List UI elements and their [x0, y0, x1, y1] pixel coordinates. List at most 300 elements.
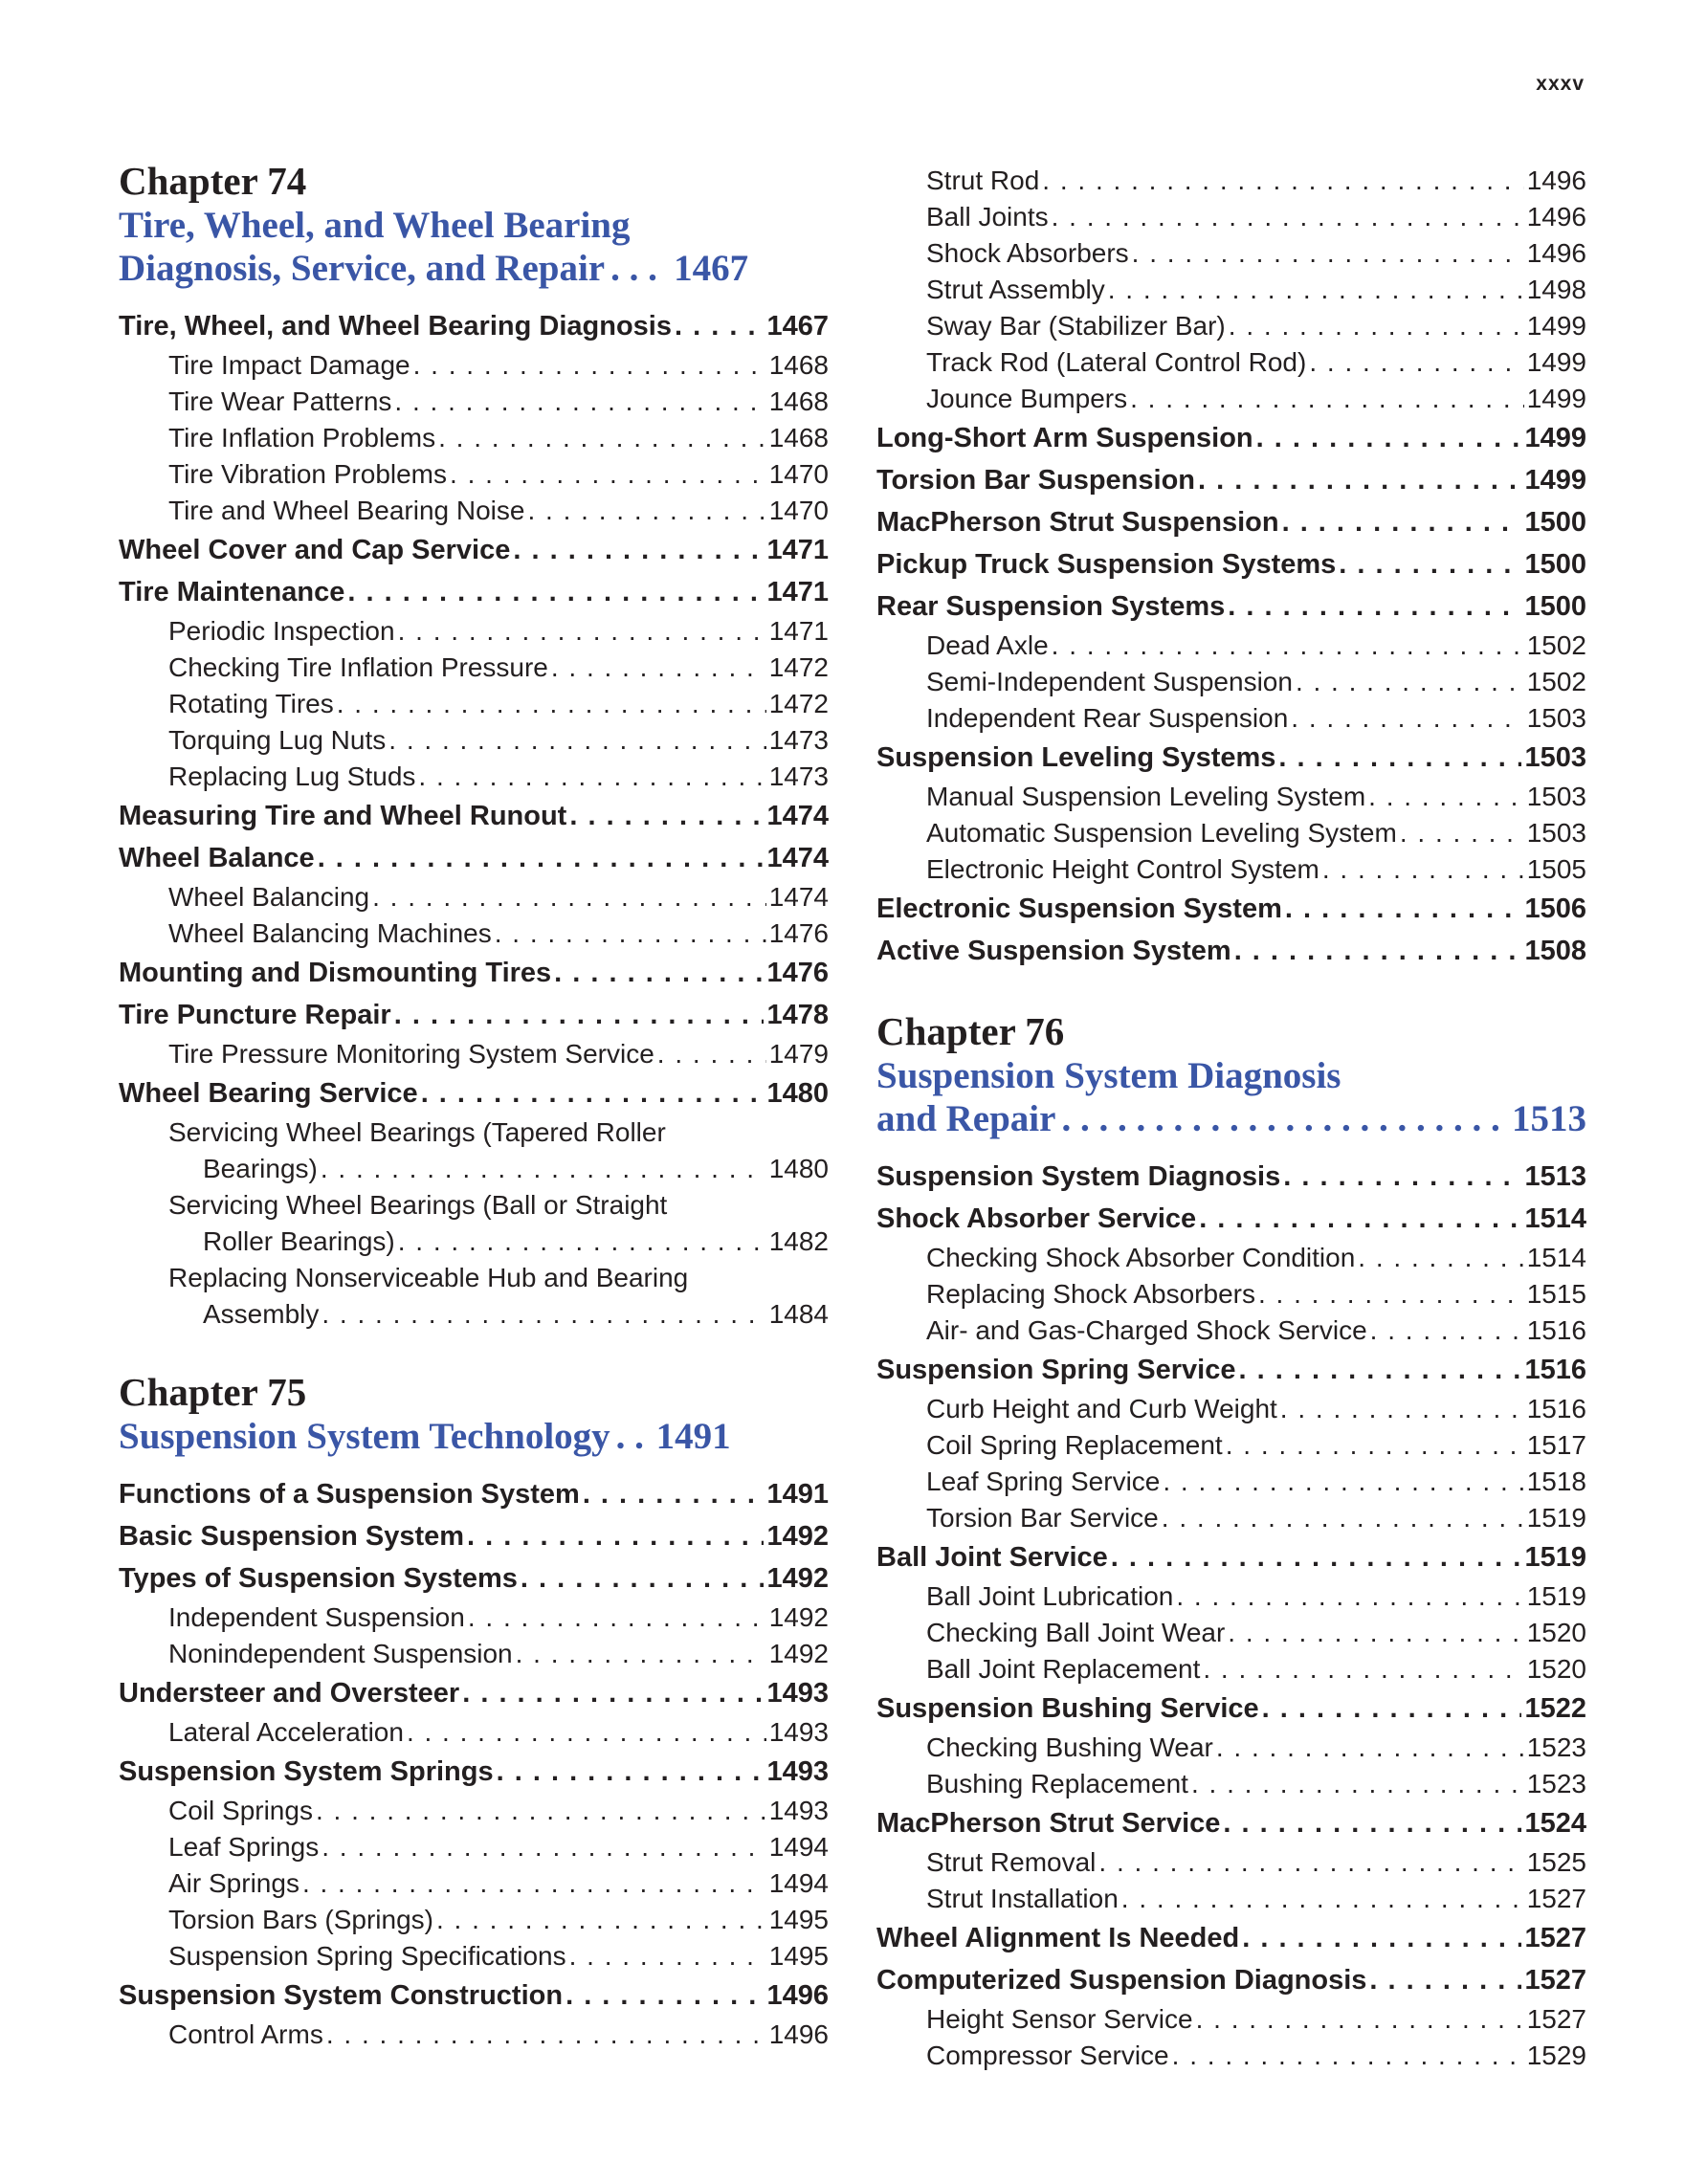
toc-section — [876, 459, 1586, 501]
toc-entry-page: 1502 — [1526, 667, 1586, 696]
toc-entry-title: Torsion Bar Service — [926, 1503, 1159, 1533]
toc-entry — [119, 347, 829, 384]
dot-leader — [1280, 1391, 1524, 1427]
toc-entry — [876, 1578, 1586, 1615]
toc-entry-page: 1491 — [766, 1479, 829, 1510]
dot-leader — [1176, 1578, 1523, 1615]
toc-entry-page: 1520 — [1526, 1618, 1586, 1647]
toc-entry-page: 1516 — [1524, 1355, 1586, 1385]
dot-leader — [394, 384, 765, 420]
toc-entry-page: 1471 — [768, 616, 829, 646]
dot-leader — [1199, 1198, 1521, 1240]
dot-leader — [1052, 628, 1524, 664]
toc-entry — [119, 456, 829, 493]
toc-section — [876, 1917, 1586, 1959]
page-number: xxxv — [1536, 73, 1585, 95]
toc-entry-title: Lateral Acceleration — [168, 1717, 404, 1747]
toc-entry — [119, 1865, 829, 1902]
dot-leader — [1278, 737, 1521, 779]
toc-entry-title: Strut Rod — [926, 165, 1040, 195]
toc-entry — [119, 1902, 829, 1938]
toc-entry — [876, 2001, 1586, 2038]
dot-leader — [1234, 930, 1522, 972]
toc-entry — [876, 1730, 1586, 1766]
dot-leader — [1370, 1313, 1524, 1349]
dot-leader — [1283, 1156, 1521, 1198]
toc-entry-page: 1500 — [1524, 591, 1586, 622]
dot-leader — [516, 1636, 766, 1672]
toc-entry-title: Long-Short Arm Suspension — [876, 423, 1253, 453]
dot-leader — [1368, 779, 1524, 815]
toc-entry-title: Tire Inflation Problems — [168, 423, 436, 452]
toc-entry-page: 1517 — [1526, 1430, 1586, 1460]
toc-entry-page: 1527 — [1526, 2004, 1586, 2034]
toc-entry — [876, 308, 1586, 344]
toc-section — [876, 1198, 1586, 1240]
dot-leader — [450, 456, 766, 493]
toc-entry-title: Tire Maintenance — [119, 577, 345, 607]
dot-leader — [467, 1515, 764, 1557]
toc-entry-title: Leaf Spring Service — [926, 1467, 1161, 1496]
toc-entry-page: 1513 — [1524, 1161, 1586, 1192]
chapter-74-entries — [119, 305, 829, 1333]
toc-entry-title: Electronic Height Control System — [926, 854, 1319, 884]
toc-entry-title: Wheel Alignment Is Needed — [876, 1923, 1240, 1953]
toc-entry-page: 1527 — [1524, 1923, 1586, 1953]
toc-section — [876, 1959, 1586, 2001]
dot-leader — [326, 2017, 766, 2053]
dot-leader — [513, 529, 764, 571]
toc-entry-page: 1515 — [1526, 1279, 1586, 1309]
toc-entry — [119, 1714, 829, 1751]
toc-entry-title: Wheel Balancing — [168, 882, 370, 912]
toc-entry-page: 1493 — [766, 1678, 829, 1709]
dot-leader — [321, 1296, 765, 1333]
toc-entry-title: Servicing Wheel Bearings (Tapered Roller — [168, 1117, 666, 1147]
toc-entry-title: Torsion Bars (Springs) — [168, 1905, 433, 1934]
toc-entry — [876, 1766, 1586, 1802]
toc-entry-title: Functions of a Suspension System — [119, 1479, 580, 1510]
toc-entry-page: 1493 — [768, 1717, 829, 1747]
toc-entry — [876, 851, 1586, 888]
toc-entry-page: 1482 — [768, 1226, 829, 1256]
chapter-page: 1491 — [655, 1416, 731, 1457]
toc-entry-page: 1496 — [1526, 238, 1586, 268]
dot-leader — [1229, 308, 1524, 344]
toc-entry — [119, 722, 829, 759]
toc-entry-title: Suspension Spring Specifications — [168, 1941, 566, 1971]
toc-section — [876, 1688, 1586, 1730]
toc-entry-page: 1480 — [768, 1154, 829, 1183]
toc-entry-page: 1476 — [768, 918, 829, 948]
toc-entry-page: 1519 — [1526, 1581, 1586, 1611]
toc-entry-title: Track Rod (Lateral Control Rod) — [926, 347, 1307, 377]
dot-leader — [302, 1865, 766, 1902]
dot-leader — [583, 1473, 765, 1515]
dot-leader — [398, 613, 766, 650]
toc-entry — [876, 779, 1586, 815]
toc-entry-title: Wheel Balance — [119, 843, 315, 873]
toc-entry-title: Shock Absorbers — [926, 238, 1129, 268]
toc-entry-title: Suspension System Diagnosis — [876, 1161, 1281, 1192]
toc-entry-title: MacPherson Strut Service — [876, 1808, 1221, 1839]
toc-section — [119, 1072, 829, 1114]
dot-leader — [569, 1938, 766, 1974]
toc-entry-title-cont: Assembly — [203, 1299, 320, 1329]
toc-entry-page: 1514 — [1526, 1243, 1586, 1272]
dot-leader — [421, 1072, 765, 1114]
chapter-title: Tire, Wheel, and Wheel Bearing — [119, 205, 631, 246]
toc-entry-title: Coil Springs — [168, 1796, 313, 1825]
toc-entry-page: 1527 — [1526, 1884, 1586, 1913]
toc-entry-page: 1519 — [1524, 1542, 1586, 1573]
toc-entry-page: 1525 — [1526, 1847, 1586, 1877]
toc-entry-title: Checking Bushing Wear — [926, 1732, 1213, 1762]
toc-section — [119, 1672, 829, 1714]
dot-leader — [657, 1036, 766, 1072]
toc-section — [876, 543, 1586, 585]
toc-entry-page: 1479 — [768, 1039, 829, 1069]
toc-entry-title: Replacing Lug Studs — [168, 761, 416, 791]
toc-entry-title: Shock Absorber Service — [876, 1203, 1197, 1234]
toc-entry-page: 1474 — [766, 843, 829, 873]
toc-entry-title: Bushing Replacement — [926, 1769, 1188, 1798]
toc-entry-page: 1518 — [1526, 1467, 1586, 1496]
toc-entry-title: Ball Joints — [926, 202, 1049, 232]
toc-entry-title: Electronic Suspension System — [876, 893, 1282, 924]
dot-leader — [1196, 2001, 1524, 2038]
dot-leader — [347, 571, 764, 613]
toc-entry — [119, 1793, 829, 1829]
toc-entry-page: 1473 — [768, 725, 829, 755]
chapter-label: Chapter 76 — [876, 1009, 1065, 1053]
chapter-76-heading — [876, 1008, 1586, 1140]
chapter-title: Suspension System Technology — [119, 1416, 610, 1457]
dot-leader — [1400, 815, 1524, 851]
chapter-75-heading — [119, 1369, 829, 1458]
chapter-page: 1513 — [1512, 1098, 1586, 1139]
toc-entry-title: Suspension Spring Service — [876, 1355, 1236, 1385]
toc-entry-page: 1494 — [768, 1868, 829, 1898]
toc-entry-page: 1468 — [768, 350, 829, 380]
toc-entry-page: 1505 — [1526, 854, 1586, 884]
toc-entry-title: Tire Pressure Monitoring System Service — [168, 1039, 654, 1069]
toc-entry-title: Wheel Cover and Cap Service — [119, 535, 511, 565]
dot-leader — [521, 1557, 765, 1599]
toc-entry-page: 1478 — [766, 1000, 829, 1030]
toc-entry — [119, 493, 829, 529]
dot-leader — [1223, 1802, 1521, 1844]
dot-leader — [1256, 417, 1522, 459]
toc-entry — [876, 664, 1586, 700]
dot-leader — [1191, 1766, 1524, 1802]
toc-entry-title: Suspension Leveling Systems — [876, 742, 1276, 773]
toc-entry-title: Independent Rear Suspension — [926, 703, 1289, 733]
toc-entry-title: Ball Joint Replacement — [926, 1654, 1201, 1684]
toc-entry — [119, 2017, 829, 2053]
dot-leader — [413, 347, 766, 384]
dot-leader — [321, 1829, 765, 1865]
toc-entry-page: 1522 — [1524, 1693, 1586, 1724]
toc-entry-title: Computerized Suspension Diagnosis — [876, 1965, 1367, 1996]
toc-entry-title: Tire Impact Damage — [168, 350, 410, 380]
dot-leader — [1291, 700, 1523, 737]
toc-entry-page: 1516 — [1526, 1315, 1586, 1345]
toc-entry — [119, 1599, 829, 1636]
toc-entry-title: Active Suspension System — [876, 936, 1231, 966]
toc-entry-title: Jounce Bumpers — [926, 384, 1128, 413]
toc-entry-page: 1502 — [1526, 630, 1586, 660]
dot-leader — [321, 1151, 766, 1187]
dot-leader — [1239, 1349, 1522, 1391]
dot-leader — [554, 952, 764, 994]
toc-entry — [876, 1313, 1586, 1349]
toc-entry-title: Tire Wear Patterns — [168, 386, 392, 416]
dot-leader — [675, 305, 765, 347]
toc-entry-page: 1495 — [768, 1905, 829, 1934]
toc-section — [876, 501, 1586, 543]
toc-entry-title: Understeer and Oversteer — [119, 1678, 460, 1709]
toc-entry — [119, 1636, 829, 1672]
toc-entry-page: 1498 — [1526, 275, 1586, 304]
toc-entry-title: Ball Joint Service — [876, 1542, 1108, 1573]
dot-leader — [569, 795, 764, 837]
toc-entry — [876, 815, 1586, 851]
chapter-page: 1467 — [674, 248, 749, 289]
dot-leader — [1358, 1240, 1523, 1276]
toc-entry — [876, 1844, 1586, 1881]
toc-entry — [876, 199, 1586, 235]
chapter-title: Diagnosis, Service, and Repair — [119, 248, 606, 289]
dot-leader — [1258, 1276, 1524, 1313]
toc-section — [876, 1802, 1586, 1844]
toc-entry-title: Torquing Lug Nuts — [168, 725, 387, 755]
toc-entry-title: Compressor Service — [926, 2041, 1169, 2070]
chapter-title: Suspension System Diagnosis — [876, 1055, 1341, 1096]
dot-leader — [468, 1599, 766, 1636]
chapter-title: and Repair — [876, 1098, 1056, 1139]
toc-entry-title: Coil Spring Replacement — [926, 1430, 1223, 1460]
toc-entry — [119, 759, 829, 795]
toc-entry-page: 1494 — [768, 1832, 829, 1862]
toc-entry — [876, 1881, 1586, 1917]
toc-section — [119, 529, 829, 571]
toc-entry-page: 1471 — [766, 577, 829, 607]
toc-entry — [876, 235, 1586, 272]
toc-entry-title: Tire, Wheel, and Wheel Bearing Diagnosis — [119, 311, 672, 342]
toc-entry-page: 1473 — [768, 761, 829, 791]
toc-entry — [876, 1500, 1586, 1536]
dot-leader — [462, 1672, 764, 1714]
toc-section — [119, 994, 829, 1036]
toc-section — [876, 1156, 1586, 1198]
toc-section — [119, 1557, 829, 1599]
dot-leader — [1309, 344, 1523, 381]
dot-leader — [337, 686, 766, 722]
toc-entry-page: 1524 — [1524, 1808, 1586, 1839]
toc-entry-title: Suspension System Construction — [119, 1980, 564, 2011]
toc-entry-page: 1503 — [1526, 703, 1586, 733]
toc-entry-title: Periodic Inspection — [168, 616, 395, 646]
toc-entry-title: Types of Suspension Systems — [119, 1563, 518, 1594]
dot-leader — [1198, 459, 1521, 501]
dot-leader — [1132, 235, 1524, 272]
toc-entry-title: Suspension Bushing Service — [876, 1693, 1259, 1724]
toc-entry — [119, 1151, 829, 1187]
toc-section — [876, 1349, 1586, 1391]
toc-entry-title: Strut Installation — [926, 1884, 1119, 1913]
toc-left-column — [119, 158, 829, 2053]
toc-entry-title: Replacing Nonserviceable Hub and Bearing — [168, 1263, 689, 1292]
toc-entry-title: MacPherson Strut Suspension — [876, 507, 1279, 538]
toc-entry — [876, 2038, 1586, 2074]
toc-entry — [876, 344, 1586, 381]
toc-entry — [119, 1036, 829, 1072]
dot-leader — [372, 879, 766, 916]
toc-entry-page: 1495 — [768, 1941, 829, 1971]
chapter-label: Chapter 75 — [119, 1370, 307, 1414]
toc-section — [876, 417, 1586, 459]
toc-entry-page: 1506 — [1524, 893, 1586, 924]
toc-entry — [876, 628, 1586, 664]
chapter-title-line — [876, 1097, 1586, 1140]
dot-leader — [1172, 2038, 1524, 2074]
toc-entry-page: 1508 — [1524, 936, 1586, 966]
toc-entry-title: Checking Shock Absorber Condition — [926, 1243, 1356, 1272]
dot-leader — [1162, 1500, 1524, 1536]
chapter-75-entries — [119, 1473, 829, 2053]
toc-entry-page: 1514 — [1524, 1203, 1586, 1234]
toc-entry-title: Air Springs — [168, 1868, 299, 1898]
toc-section — [876, 930, 1586, 972]
toc-entry — [119, 650, 829, 686]
toc-entry-title: Curb Height and Curb Weight — [926, 1394, 1277, 1423]
toc-entry-page: 1492 — [768, 1639, 829, 1668]
dot-leader — [1052, 199, 1524, 235]
toc-entry-title-cont: Roller Bearings) — [203, 1226, 395, 1256]
toc-entry — [119, 686, 829, 722]
toc-entry-page: 1500 — [1524, 549, 1586, 580]
toc-section — [119, 305, 829, 347]
toc-section — [119, 1751, 829, 1793]
toc-entry-title: Independent Suspension — [168, 1602, 465, 1632]
toc-entry-page: 1472 — [768, 689, 829, 718]
toc-entry-title: Sway Bar (Stabilizer Bar) — [926, 311, 1226, 341]
toc-entry-page: 1496 — [768, 2019, 829, 2049]
toc-section — [876, 737, 1586, 779]
toc-entry-title: Wheel Bearing Service — [119, 1078, 418, 1109]
toc-entry — [119, 420, 829, 456]
toc-entry-page: 1472 — [768, 652, 829, 682]
toc-entry-title: Basic Suspension System — [119, 1521, 465, 1552]
toc-entry-title: Semi-Independent Suspension — [926, 667, 1293, 696]
toc-entry-page: 1523 — [1526, 1732, 1586, 1762]
toc-entry-page: 1484 — [768, 1299, 829, 1329]
dot-leader — [407, 1714, 766, 1751]
dot-leader — [495, 916, 766, 952]
dot-leader — [1061, 1097, 1506, 1140]
dot-leader — [1216, 1730, 1524, 1766]
toc-entry-page: 1470 — [768, 496, 829, 525]
toc-entry — [119, 1829, 829, 1865]
toc-entry-page: 1492 — [766, 1563, 829, 1594]
toc-entry-page: 1493 — [768, 1796, 829, 1825]
toc-entry-title: Suspension System Springs — [119, 1756, 494, 1787]
toc-entry — [119, 1938, 829, 1974]
toc-entry — [876, 1427, 1586, 1464]
dot-leader — [527, 493, 765, 529]
toc-entry — [119, 916, 829, 952]
chapter-74-heading — [119, 158, 829, 290]
dot-leader — [497, 1751, 765, 1793]
toc-entry-page: 1474 — [766, 801, 829, 831]
chapter-label: Chapter 74 — [119, 159, 307, 203]
toc-entry-title: Strut Removal — [926, 1847, 1097, 1877]
toc-entry-title: Control Arms — [168, 2019, 323, 2049]
toc-entry-page: 1480 — [766, 1078, 829, 1109]
dot-leader — [436, 1902, 766, 1938]
toc-entry-page: 1503 — [1524, 742, 1586, 773]
dot-leader — [398, 1224, 766, 1260]
toc-entry-title: Servicing Wheel Bearings (Ball or Straight — [168, 1190, 668, 1220]
toc-entry — [119, 1224, 829, 1260]
dot-leader — [565, 1974, 764, 2017]
dot-leader — [318, 837, 765, 879]
toc-entry-title: Manual Suspension Leveling System — [926, 782, 1366, 811]
dot-leader — [1098, 1844, 1523, 1881]
toc-entry — [119, 879, 829, 916]
toc-entry-title: Strut Assembly — [926, 275, 1105, 304]
dot-leader — [1339, 543, 1521, 585]
toc-entry — [876, 1276, 1586, 1313]
toc-entry-title: Wheel Balancing Machines — [168, 918, 492, 948]
toc-entry-title: Nonindependent Suspension — [168, 1639, 513, 1668]
toc-entry-page: 1496 — [1526, 202, 1586, 232]
toc-entry — [876, 700, 1586, 737]
dot-leader — [1285, 888, 1522, 930]
chapter-title-line — [119, 247, 829, 290]
dot-leader — [394, 994, 765, 1036]
toc-section — [876, 585, 1586, 628]
toc-entry-page: 1468 — [768, 423, 829, 452]
toc-entry-page: 1474 — [768, 882, 829, 912]
toc-entry-title: Replacing Shock Absorbers — [926, 1279, 1255, 1309]
toc-entry-title: Tire and Wheel Bearing Noise — [168, 496, 525, 525]
toc-entry-title: Mounting and Dismounting Tires — [119, 958, 552, 988]
toc-entry-page: 1496 — [1526, 165, 1586, 195]
toc-entry-page: 1527 — [1524, 1965, 1586, 1996]
toc-section — [119, 1473, 829, 1515]
toc-entry-page: 1499 — [1524, 423, 1586, 453]
dot-leader — [1108, 272, 1524, 308]
toc-entry-page: 1468 — [768, 386, 829, 416]
toc-entry-page: 1471 — [766, 535, 829, 565]
toc-section — [119, 1515, 829, 1557]
toc-entry — [876, 1615, 1586, 1651]
continued-entries — [876, 163, 1586, 972]
toc-entry-page: 1499 — [1526, 384, 1586, 413]
chapter-title-line — [119, 1415, 829, 1458]
toc-entry — [876, 1391, 1586, 1427]
toc-entry — [876, 1464, 1586, 1500]
dot-leader — [388, 722, 765, 759]
toc-entry-title: Pickup Truck Suspension Systems — [876, 549, 1337, 580]
toc-entry-page: 1492 — [766, 1521, 829, 1552]
toc-entry-page: 1499 — [1524, 465, 1586, 496]
toc-entry-title: Torsion Bar Suspension — [876, 465, 1196, 496]
toc-entry-title: Rear Suspension Systems — [876, 591, 1226, 622]
toc-entry-page: 1476 — [766, 958, 829, 988]
